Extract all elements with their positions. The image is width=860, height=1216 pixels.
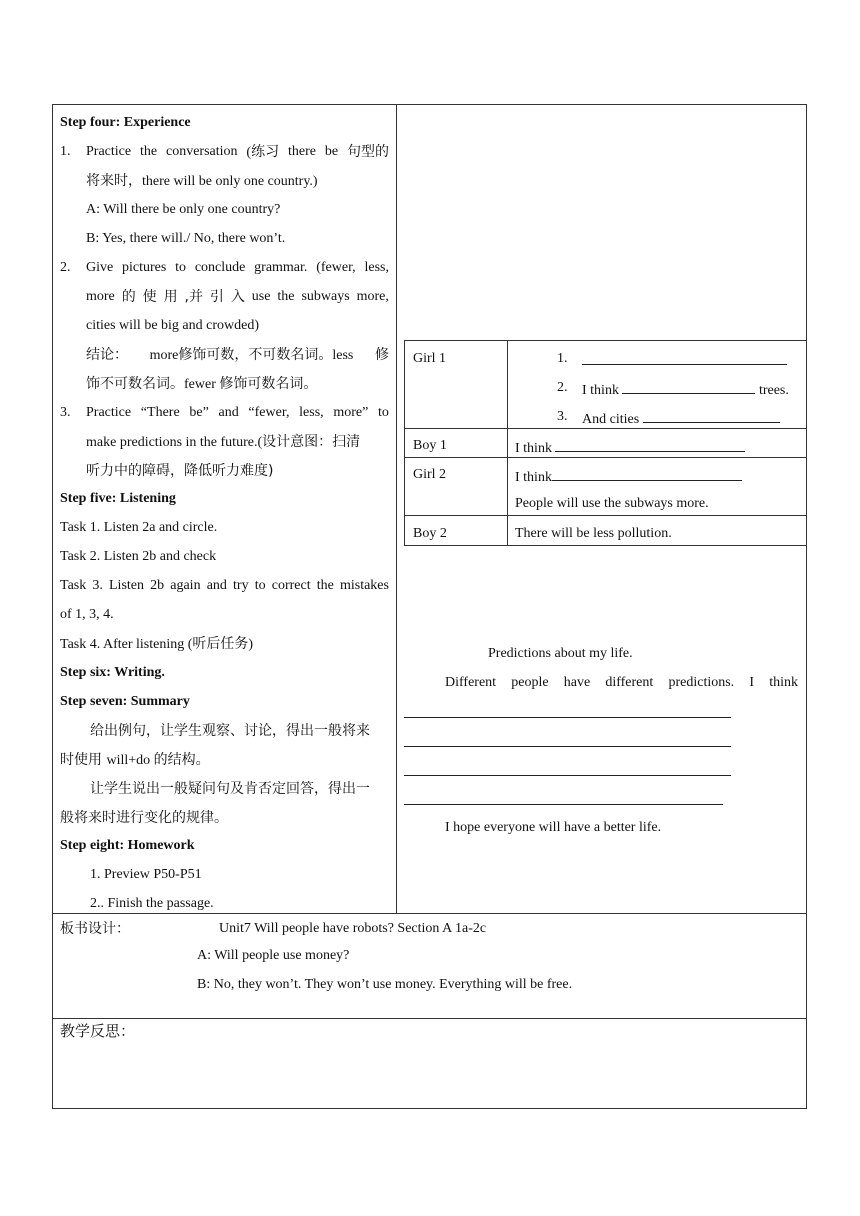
role-table-border	[404, 515, 807, 516]
practice-item-line: Practice the conversation (练习 there be 句型的	[86, 144, 389, 160]
answer-blank	[552, 466, 742, 481]
lesson-plan-table	[52, 104, 807, 1109]
list-number: 1.	[60, 144, 71, 159]
role-line-text	[582, 408, 780, 429]
answer-blank	[555, 437, 745, 452]
text-span: trees.	[755, 383, 789, 398]
reflection-label: 教学反思：	[60, 1022, 136, 1040]
homework-item: 1. Preview P50-P51	[90, 867, 202, 882]
task-line	[60, 635, 253, 654]
role-line-number: 3.	[557, 409, 568, 424]
text-span: 设计意图：扫清	[262, 434, 361, 450]
task-line: Task 2. Listen 2b and check	[60, 549, 217, 564]
task-line: of 1, 3, 4.	[60, 607, 114, 622]
text-span: will+do	[106, 753, 154, 768]
writing-closing: I hope everyone will have a better life.	[445, 820, 662, 835]
role-boy-1: Boy 1	[413, 438, 447, 453]
answer-blank	[643, 408, 780, 423]
writing-title: Predictions about my life.	[488, 646, 633, 661]
step-four-heading: Step four: Experience	[60, 115, 191, 130]
step-seven-heading: Step seven: Summary	[60, 694, 190, 709]
role-line-text	[515, 466, 742, 487]
homework-item: 2.. Finish the passage.	[90, 896, 214, 911]
list-number: 3.	[60, 405, 71, 420]
row-divider	[52, 1018, 807, 1019]
board-line-a: A: Will people use money?	[197, 948, 350, 963]
dialogue-line-b: B: Yes, there will./ No, there won’t.	[86, 231, 286, 246]
conclusion-line: 结论： more修饰可数，不可数名词。less 修	[86, 347, 389, 363]
role-line-text: People will use the subways more.	[515, 496, 709, 511]
role-girl-1: Girl 1	[413, 351, 447, 366]
grammar-item-line: cities will be big and crowded)	[86, 318, 260, 333]
text-span: 修饰可数名词。	[219, 376, 318, 392]
role-line-text	[582, 379, 789, 400]
role-line-number: 1.	[557, 351, 568, 366]
list-number: 2.	[60, 260, 71, 275]
text-span: And cities	[582, 412, 643, 427]
answer-blank	[582, 364, 787, 365]
text-span: 饰不可数名词。	[86, 376, 184, 392]
summary-line: 给出例句，让学生观察、讨论，得出一般将来	[90, 723, 370, 739]
practice-item-line	[86, 172, 318, 191]
task-line: Task 1. Listen 2a and circle.	[60, 520, 218, 535]
role-line-text: There will be less pollution.	[515, 526, 672, 541]
conclusion-line	[86, 375, 317, 394]
text-span: 将来时，	[86, 173, 142, 189]
role-boy-2: Boy 2	[413, 526, 447, 541]
text-span: I think	[582, 383, 623, 398]
practice-there-be-line	[86, 433, 360, 452]
task-line: Task 3. Listen 2b again and try to correct the mistakes	[60, 578, 389, 593]
text-span: 听后任务	[192, 636, 249, 652]
role-table-border	[507, 340, 508, 546]
role-line-text	[515, 437, 745, 458]
role-table-border	[404, 545, 807, 546]
role-line-number: 2.	[557, 380, 568, 395]
text-span: I think	[515, 470, 552, 485]
text-span: 的结构。	[153, 752, 210, 768]
board-design-label: 板书设计：	[60, 921, 130, 937]
row-divider	[52, 913, 807, 914]
text-span: I think	[515, 441, 556, 456]
step-eight-heading: Step eight: Homework	[60, 838, 195, 853]
dialogue-line-a: A: Will there be only one country?	[86, 202, 281, 217]
step-six-heading: Step six: Writing.	[60, 665, 165, 680]
text-span: fewer	[184, 377, 220, 392]
column-divider	[396, 104, 397, 914]
practice-there-be-line: 听力中的障碍，降低听力难度)	[86, 463, 274, 479]
grammar-item-line: more 的 使 用 ,并 引 入 use the subways more,	[86, 289, 389, 305]
summary-line	[60, 751, 210, 770]
text-span: make predictions in the future.(	[86, 435, 263, 450]
text-span: )	[248, 637, 254, 652]
summary-line: 般将来时进行变化的规律。	[60, 810, 228, 826]
answer-blank	[622, 379, 755, 394]
writing-blank	[404, 746, 731, 747]
writing-blank	[404, 804, 723, 805]
practice-there-be-line: Practice “There be” and “fewer, less, more” to	[86, 405, 389, 420]
writing-intro: Different people have different predictions. I think	[445, 675, 798, 690]
text-span: there will be only one country.)	[142, 174, 318, 189]
board-line-b: B: No, they won’t. They won’t use money. Everything will be free.	[197, 977, 573, 992]
role-table-border	[404, 340, 807, 341]
role-girl-2: Girl 2	[413, 467, 447, 482]
grammar-item-line: Give pictures to conclude grammar. (fewer, less,	[86, 260, 389, 275]
text-span: Task 4. After listening (	[60, 637, 193, 652]
writing-blank	[404, 775, 731, 776]
writing-blank	[404, 717, 731, 718]
text-span: 时使用	[60, 752, 107, 768]
step-five-heading: Step five: Listening	[60, 491, 176, 506]
summary-line: 让学生说出一般疑问句及肯否定回答，得出一	[90, 781, 370, 797]
board-title: Unit7 Will people have robots? Section A 1a-2c	[219, 921, 487, 936]
role-table-border	[404, 340, 405, 546]
